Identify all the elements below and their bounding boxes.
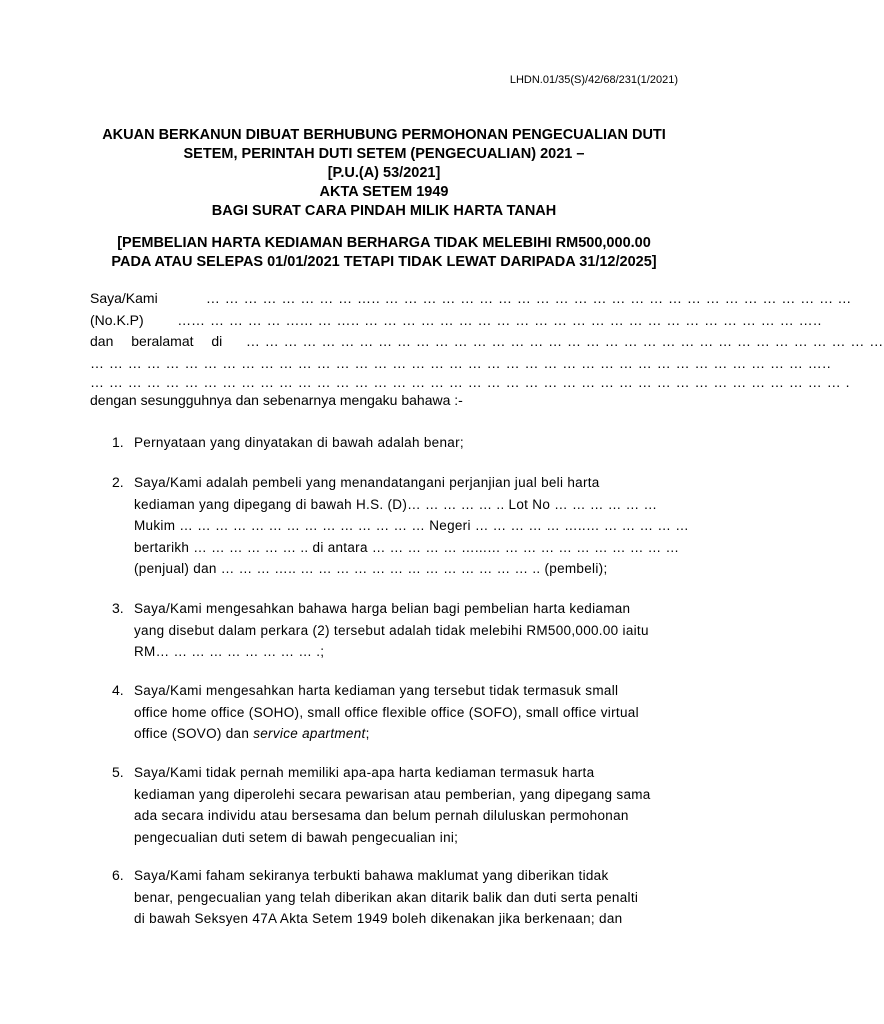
item-number: 5. <box>112 764 124 780</box>
item-text <box>134 762 680 848</box>
name-label: Saya/Kami <box>90 290 158 306</box>
item-number: 1. <box>112 434 124 450</box>
price-blank[interactable]: RM… … … … … … … … … .; <box>134 644 325 659</box>
item-line: di bawah Seksyen 47A Akta Setem 1949 boleh dikenakan jika berkenaan; dan <box>134 911 623 926</box>
ic-row <box>90 312 822 328</box>
address-blank-2[interactable]: … … … … … … … … … … … … … … … … … … … … … … … … … … … … … … … … … … … … … … ….. <box>90 355 832 371</box>
declaration-intro: dengan sesungguhnya dan sebenarnya mengaku bahawa :- <box>90 392 463 408</box>
item-text <box>134 472 690 580</box>
ic-label: (No.K.P) <box>90 312 144 328</box>
subtitle-line: [PEMBELIAN HARTA KEDIAMAN BERHARGA TIDAK MELEBIHI RM500,000.00 <box>117 235 651 251</box>
item-line: Pernyataan yang dinyatakan di bawah adalah benar; <box>134 435 464 450</box>
item-line: office (SOVO) dan service apartment; <box>134 726 370 741</box>
item-number: 2. <box>112 474 124 490</box>
item-line-blank[interactable]: (penjual) dan … … … ….. … … … … … … … … … … … … … .. (pembeli); <box>134 561 608 576</box>
item-line: benar, pengecualian yang telah diberikan akan ditarik balik dan duti serta penalti <box>134 889 639 905</box>
title-line: AKTA SETEM 1949 <box>319 184 449 200</box>
item-number: 6. <box>112 867 124 883</box>
emphasis: service apartment <box>253 726 366 741</box>
title-line: AKUAN BERKANUN DIBUAT BERHUBUNG PERMOHONAN PENGECUALIAN DUTI <box>102 127 666 143</box>
title-line: SETEM, PERINTAH DUTI SETEM (PENGECUALIAN) 2021 – <box>183 146 585 162</box>
item-line: Saya/Kami mengesahkan harta kediaman yang tersebut tidak termasuk small <box>134 683 619 698</box>
item-line: pengecualian duti setem di bawah pengecualian ini; <box>134 829 459 845</box>
address-row-3 <box>90 374 850 390</box>
item-text <box>134 598 680 663</box>
item-line: office home office (SOHO), small office flexible office (SOFO), small office virtual <box>134 704 639 720</box>
item-line: Saya/Kami adalah pembeli yang menandatangani perjanjian jual beli harta <box>134 475 600 490</box>
item-text <box>134 432 680 454</box>
item-line: Saya/Kami faham sekiranya terbukti bahawa maklumat yang diberikan tidak <box>134 868 609 883</box>
item-line: Saya/Kami mengesahkan bahawa harga belian bagi pembelian harta kediaman <box>134 601 631 616</box>
address-blank-3[interactable]: … … … … … … … … … … … … … … … … … … … … … … … … … … … … … … … … … … … … … … … … . <box>90 374 850 390</box>
name-blank[interactable]: … … … … … … … … ….. … … … … … … … … … … … … … … … … … … … … … … … … ... <box>205 290 852 306</box>
item-line: Saya/Kami tidak pernah memiliki apa-apa harta kediaman termasuk harta <box>134 765 595 780</box>
item-line: yang disebut dalam perkara (2) tersebut adalah tidak melebihi RM500,000.00 iaitu <box>134 622 649 638</box>
ic-blank[interactable]: ...… … … … … …... … ….. … … … … … … … … … … … … … … … … … … … … … … … ….. <box>177 312 822 328</box>
address-row <box>90 333 884 349</box>
title-line: BAGI SURAT CARA PINDAH MILIK HARTA TANAH <box>211 203 557 219</box>
name-row <box>90 290 852 306</box>
item-number: 3. <box>112 600 124 616</box>
document-title <box>80 126 688 221</box>
item-line: ada secara individu atau bersesama dan belum pernah diluluskan permohonan <box>134 808 629 823</box>
item-number: 4. <box>112 682 124 698</box>
item-line-blank[interactable]: kediaman yang dipegang di bawah H.S. (D)… … … … … .. Lot No … … … … … … <box>134 496 658 512</box>
document-subtitle <box>80 234 688 272</box>
item-line-blank[interactable]: Mukim … … … … … … … … … … … … … … Negeri … … … … … …..… … … … … … <box>134 518 690 533</box>
item-line: kediaman yang diperolehi secara pewarisan atau pemberian, yang dipegang sama <box>134 786 651 802</box>
item-line-blank[interactable]: bertarikh … … … … … … .. di antara … … … … … …...… … … … … … … … … … … <box>134 539 680 555</box>
reference-number: LHDN.01/35(S)/42/68/231(1/2021) <box>509 74 678 86</box>
title-line: [P.U.(A) 53/2021] <box>327 165 441 181</box>
subtitle-line: PADA ATAU SELEPAS 01/01/2021 TETAPI TIDAK LEWAT DARIPADA 31/12/2025] <box>111 254 657 270</box>
address-blank-1[interactable]: … … … … … … … … … … … … … … … … … … … … … … … … … … … … … … … … … … <box>245 333 884 349</box>
item-text <box>134 865 680 930</box>
address-label: dan beralamat di <box>90 333 223 349</box>
item-text <box>134 680 680 745</box>
address-row-2 <box>90 355 832 371</box>
